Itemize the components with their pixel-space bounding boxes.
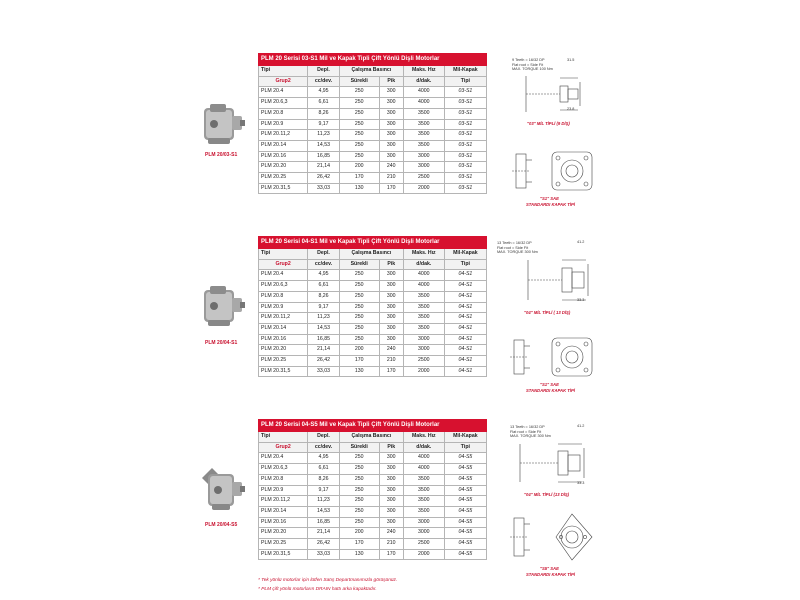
header-surekli: Sürekli — [339, 76, 379, 87]
table-row: PLM 20.9 9,17 250 300 3500 04-S1 — [259, 302, 487, 313]
table-row: PLM 20.11,2 11,23 250 300 3500 03-S1 — [259, 130, 487, 141]
cover-subcaption: STANDARDI KAPAK TİPİ — [526, 572, 575, 577]
table-title: PLM 20 Serisi 04-S1 Mil ve Kapak Tipli Çift Yönlü Dişli Motorlar — [259, 237, 487, 249]
table-row: PLM 20.20 21,14 200 240 3000 04-S5 — [259, 528, 487, 539]
header-pik: Pik — [379, 259, 403, 270]
shaft-dim: 33.3 — [577, 298, 585, 302]
header-tipi: Tipi — [259, 432, 308, 443]
shaft-dim: 31.5 — [567, 58, 575, 62]
header-pik: Pik — [379, 442, 403, 453]
table-row: PLM 20.16 16,85 250 300 3000 03-S1 — [259, 151, 487, 162]
table-title: PLM 20 Serisi 04-S5 Mil ve Kapak Tipli Çift Yönlü Dişli Motorlar — [259, 420, 487, 432]
header-calisma: Çalışma Basıncı — [339, 432, 403, 443]
shaft-dim: 33.3 — [577, 481, 585, 485]
table-row: PLM 20.14 14,53 250 300 3500 04-S5 — [259, 506, 487, 517]
header-ccdev: cc/dev. — [308, 259, 340, 270]
shaft-caption: "04" MİL TİPLİ (13 DİŞ) — [524, 492, 570, 497]
table-row: PLM 20.25 26,42 170 210 2500 04-S5 — [259, 539, 487, 550]
header-maks: Maks. Hız — [403, 432, 444, 443]
header-surekli: Sürekli — [339, 442, 379, 453]
header-mil-tipi: Tipi — [444, 442, 486, 453]
shaft-caption: "04" MİL TİPLİ ( 13 DİŞ) — [524, 310, 571, 315]
table-row: PLM 20.8 8,26 250 300 3500 04-S5 — [259, 474, 487, 485]
table-row: PLM 20.6,3 6,61 250 300 4000 04-S1 — [259, 281, 487, 292]
table-row: PLM 20.8 8,26 250 300 3500 03-S1 — [259, 108, 487, 119]
shaft-dim: 23.8 — [567, 107, 575, 111]
table-row: PLM 20.4 4,95 250 300 4000 03-S1 — [259, 87, 487, 98]
shaft-notes: 13 Teeth = 16/32 DP Flat root = Side Fit MAX. TORQUE 300 Nm — [497, 241, 538, 255]
table-row: PLM 20.16 16,85 250 300 3000 04-S1 — [259, 334, 487, 345]
table-row: PLM 20.14 14,53 250 300 3500 03-S1 — [259, 140, 487, 151]
table-row: PLM 20.25 26,42 170 210 2500 04-S1 — [259, 356, 487, 367]
header-depl: Depl. — [308, 249, 340, 260]
table-row: PLM 20.11,2 11,23 250 300 3500 04-S1 — [259, 313, 487, 324]
table-row: PLM 20.6,3 6,61 250 300 4000 03-S1 — [259, 98, 487, 109]
header-maks: Maks. Hız — [403, 249, 444, 260]
shaft-dim: 41.2 — [577, 240, 585, 244]
header-tipi: Tipi — [259, 66, 308, 77]
table-row: PLM 20.9 9,17 250 300 3500 03-S1 — [259, 119, 487, 130]
table-row: PLM 20.11,2 11,23 250 300 3500 04-S5 — [259, 496, 487, 507]
cover-subcaption: STANDARDI KAPAK TİPİ — [526, 202, 575, 207]
header-ddak: d/dak. — [403, 259, 444, 270]
header-grup: Grup2 — [259, 76, 308, 87]
cover-subcaption: STANDARDI KAPAK TİPİ — [526, 388, 575, 393]
table-title: PLM 20 Serisi 03-S1 Mil ve Kapak Tipli Çift Yönlü Dişli Motorlar — [259, 54, 487, 66]
header-ccdev: cc/dev. — [308, 76, 340, 87]
shaft-notes: 13 Teeth = 16/32 DP Flat root = Side Fit MAX. TORQUE 300 Nm — [510, 425, 551, 439]
pump-photo-icon — [200, 462, 246, 514]
table-row: PLM 20.16 16,85 250 300 3000 04-S5 — [259, 517, 487, 528]
header-mil: Mil-Kapak — [444, 66, 486, 77]
pump-label: PLM 20/03-S1 — [205, 152, 238, 158]
header-ccdev: cc/dev. — [308, 442, 340, 453]
shaft-caption: "03" MİL TİPLİ (9 DİŞ) — [527, 121, 570, 126]
spec-table — [258, 419, 487, 560]
table-row: PLM 20.6,3 6,61 250 300 4000 04-S5 — [259, 464, 487, 475]
table-row: PLM 20.20 21,14 200 240 3000 03-S1 — [259, 162, 487, 173]
footnote: * Tek yönlü motorlar için lütfen Satış Departmanımızla görüşünüz. — [258, 578, 398, 583]
table-row: PLM 20.25 26,42 170 210 2500 03-S1 — [259, 173, 487, 184]
header-grup: Grup2 — [259, 259, 308, 270]
cover-caption: "S5" SAE — [540, 566, 559, 571]
header-mil: Mil-Kapak — [444, 432, 486, 443]
header-maks: Maks. Hız — [403, 66, 444, 77]
table-row: PLM 20.8 8,26 250 300 3500 04-S1 — [259, 291, 487, 302]
table-row: PLM 20.4 4,95 250 300 4000 04-S5 — [259, 453, 487, 464]
header-mil-tipi: Tipi — [444, 76, 486, 87]
pump-label: PLM 20/04-S5 — [205, 522, 238, 528]
header-mil-tipi: Tipi — [444, 259, 486, 270]
header-depl: Depl. — [308, 432, 340, 443]
header-depl: Depl. — [308, 66, 340, 77]
table-row: PLM 20.9 9,17 250 300 3500 04-S5 — [259, 485, 487, 496]
shaft-dim: 41.2 — [577, 424, 585, 428]
cover-drawing-icon — [506, 508, 598, 566]
header-calisma: Çalışma Basıncı — [339, 66, 403, 77]
table-row: PLM 20.14 14,53 250 300 3500 04-S1 — [259, 323, 487, 334]
header-tipi: Tipi — [259, 249, 308, 260]
table-row: PLM 20.4 4,95 250 300 4000 04-S1 — [259, 270, 487, 281]
table-row: PLM 20.31,5 33,03 130 170 2000 03-S1 — [259, 183, 487, 194]
cover-caption: "S1" SAE — [540, 196, 559, 201]
header-grup: Grup2 — [259, 442, 308, 453]
shaft-notes: 9 Teeth = 16/32 DP Flat root = Side Fit MAX. TORQUE 100 Nm — [512, 58, 553, 72]
header-pik: Pik — [379, 76, 403, 87]
table-row: PLM 20.31,5 33,03 130 170 2000 04-S1 — [259, 366, 487, 377]
header-mil: Mil-Kapak — [444, 249, 486, 260]
header-surekli: Sürekli — [339, 259, 379, 270]
header-ddak: d/dak. — [403, 76, 444, 87]
header-calisma: Çalışma Basıncı — [339, 249, 403, 260]
pump-label: PLM 20/04-S1 — [205, 340, 238, 346]
cover-caption: "S1" SAE — [540, 382, 559, 387]
table-row: PLM 20.31,5 33,03 130 170 2000 04-S5 — [259, 549, 487, 560]
header-ddak: d/dak. — [403, 442, 444, 453]
footnote: * PLM çift yönlü motorların DRAIN hattı arka kapaktadır. — [258, 587, 377, 592]
table-row: PLM 20.20 21,14 200 240 3000 04-S1 — [259, 345, 487, 356]
